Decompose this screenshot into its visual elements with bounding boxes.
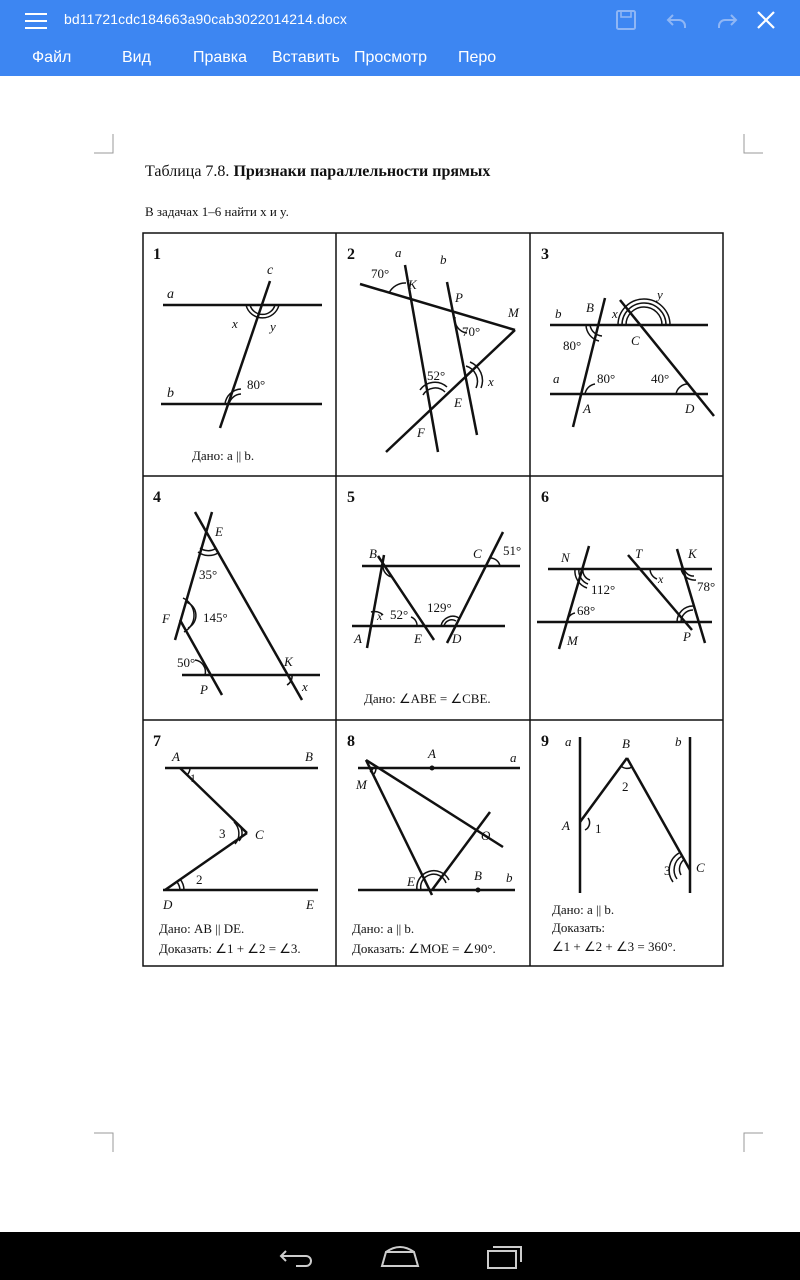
page-corner-top-left xyxy=(94,134,114,154)
problem-2-label: P xyxy=(455,290,463,305)
problem-4-label: E xyxy=(215,524,223,539)
problem-5-label: D xyxy=(452,631,462,646)
problem-1-label: y xyxy=(270,319,276,334)
problem-3-label: 40° xyxy=(651,371,670,386)
caption-title: Признаки параллельности прямых xyxy=(233,163,491,180)
problem-4-label: 145° xyxy=(203,610,228,625)
document-title: bd11721cdc184663a90cab3022014214.docx xyxy=(64,11,347,27)
problem-3-number: 3 xyxy=(541,246,549,263)
problem-3-label: x xyxy=(612,306,618,321)
menu-file[interactable]: Файл xyxy=(32,49,72,66)
problem-6-label: N xyxy=(561,550,570,565)
problem-7-given: Дано: AB || DE. xyxy=(159,921,245,936)
app-bar xyxy=(0,0,800,76)
problem-7-label: E xyxy=(306,897,314,912)
problem-5-given: Дано: ∠ABE = ∠CBE. xyxy=(364,691,491,706)
problem-8-label: M xyxy=(356,777,367,792)
problem-8-label: A xyxy=(428,746,436,761)
table-caption xyxy=(145,163,490,181)
problem-2-label: M xyxy=(508,305,519,320)
problem-6-label: P xyxy=(683,629,691,644)
menu-pen[interactable]: Перо xyxy=(458,49,497,66)
problem-2-label: 70° xyxy=(462,324,481,339)
save-icon[interactable] xyxy=(613,7,639,33)
problem-1-label: a xyxy=(167,287,174,302)
document-page[interactable] xyxy=(0,76,800,1232)
problem-8-given: Дано: a || b. xyxy=(352,921,415,936)
problem-7-label: C xyxy=(255,827,264,842)
problem-6-label: K xyxy=(688,546,697,561)
problem-6-label: 112° xyxy=(591,582,616,597)
problem-2-label: 52° xyxy=(427,368,446,383)
problem-5-label: B xyxy=(369,546,377,561)
menu-edit[interactable]: Правка xyxy=(193,49,248,66)
problem-7-label: B xyxy=(305,749,313,764)
problem-9-given: Дано: a || b. xyxy=(552,902,615,917)
problem-7-label: 1 xyxy=(190,771,196,785)
problem-5-label: 52° xyxy=(390,607,409,622)
recents-icon[interactable] xyxy=(482,1240,526,1272)
problem-8-label: O xyxy=(481,828,491,843)
problem-4-label: F xyxy=(162,611,170,626)
title-row xyxy=(0,0,800,40)
problem-3-label: 80° xyxy=(597,371,616,386)
close-icon[interactable] xyxy=(753,7,779,33)
problem-9-label: C xyxy=(696,860,705,875)
problem-8-label: b xyxy=(506,870,513,885)
problem-5-label: 51° xyxy=(503,543,522,558)
problem-1-label: 80° xyxy=(247,377,266,392)
problem-2-label: K xyxy=(408,277,417,292)
problem-3-label: D xyxy=(685,401,695,416)
problem-9-prove-line-2: ∠1 + ∠2 + ∠3 = 360°. xyxy=(552,939,676,954)
problem-9-label: 1 xyxy=(595,821,602,836)
problem-5-label: A xyxy=(354,631,362,646)
problem-7-label: 2 xyxy=(196,872,203,887)
problem-9-label: a xyxy=(565,734,572,749)
page-corner-bottom-right xyxy=(743,1132,763,1152)
problem-3-label: B xyxy=(586,300,594,315)
problem-2-label: 70° xyxy=(371,266,390,281)
home-icon[interactable] xyxy=(378,1240,422,1272)
problem-9-number: 9 xyxy=(541,733,549,750)
problem-7-label: A xyxy=(172,749,180,764)
problem-8-label: E xyxy=(407,874,415,889)
problem-4-number: 4 xyxy=(153,489,161,506)
system-nav-bar xyxy=(0,1232,800,1280)
back-icon[interactable] xyxy=(274,1240,318,1272)
problem-1-label: b xyxy=(167,386,174,401)
problem-9-label: 3 xyxy=(664,863,671,878)
problem-7-label: 3 xyxy=(219,826,226,841)
problem-5-label: E xyxy=(414,631,422,646)
problem-2-label: E xyxy=(454,395,462,410)
problem-4-label: x xyxy=(302,679,308,694)
problem-5-label: x xyxy=(377,609,383,623)
problem-2-label: x xyxy=(488,374,494,389)
problem-2-label: F xyxy=(417,425,425,440)
problem-4-label: P xyxy=(200,682,208,697)
problem-5-label: C xyxy=(473,546,482,561)
problem-9-label: B xyxy=(622,736,630,751)
problem-6-label: 78° xyxy=(697,579,716,594)
problem-8-label: a xyxy=(510,750,517,765)
problem-6-label: x xyxy=(658,572,664,586)
problem-6-label: M xyxy=(567,633,578,648)
problem-3-label: A xyxy=(583,401,591,416)
problem-3-label: b xyxy=(555,306,562,321)
problem-2-label: a xyxy=(395,245,402,260)
problem-9-prove: Доказать: xyxy=(552,920,606,935)
menu-review[interactable]: Просмотр xyxy=(354,49,428,66)
problem-8-label: B xyxy=(474,868,482,883)
problem-3-label: C xyxy=(631,333,640,348)
problem-3-label: 80° xyxy=(563,338,582,353)
menu-view[interactable]: Вид xyxy=(122,49,151,66)
problem-7-label: D xyxy=(163,897,173,912)
page-corner-bottom-left xyxy=(94,1132,114,1152)
menu-insert[interactable]: Вставить xyxy=(272,49,340,66)
problem-5-number: 5 xyxy=(347,489,355,506)
problem-8-number: 8 xyxy=(347,733,355,750)
problem-1-label: x xyxy=(232,316,238,331)
problem-9-label: b xyxy=(675,734,682,749)
page-corner-top-right xyxy=(743,134,763,154)
table-subcaption: В задачах 1–6 найти x и y. xyxy=(145,204,289,219)
problem-1-number: 1 xyxy=(153,246,161,263)
problem-4-label: 50° xyxy=(177,655,196,670)
menu-bar xyxy=(0,44,800,74)
problem-1-given: Дано: a || b. xyxy=(192,448,255,463)
problem-6-label: 68° xyxy=(577,603,596,618)
problem-3-label: a xyxy=(553,371,560,386)
undo-icon[interactable] xyxy=(664,7,690,33)
problem-2-label: b xyxy=(440,252,447,267)
problem-9-label: 2 xyxy=(622,779,629,794)
problem-3-label: y xyxy=(657,287,663,302)
problem-9-label: A xyxy=(562,818,570,833)
caption-prefix: Таблица 7.8. xyxy=(145,163,234,180)
menu-icon[interactable] xyxy=(18,8,54,34)
problem-5-label: 129° xyxy=(427,600,452,615)
problem-4-label: 35° xyxy=(199,567,218,582)
problem-1-label: c xyxy=(267,263,274,278)
redo-icon[interactable] xyxy=(714,7,740,33)
problem-6-label: T xyxy=(635,546,643,561)
problem-7-number: 7 xyxy=(153,733,161,750)
problem-6-number: 6 xyxy=(541,489,549,506)
problem-8-prove: Доказать: ∠MOE = ∠90°. xyxy=(352,941,496,956)
problem-4-label: K xyxy=(284,654,293,669)
problem-7-prove: Доказать: ∠1 + ∠2 = ∠3. xyxy=(159,941,301,956)
problem-2-number: 2 xyxy=(347,246,355,263)
